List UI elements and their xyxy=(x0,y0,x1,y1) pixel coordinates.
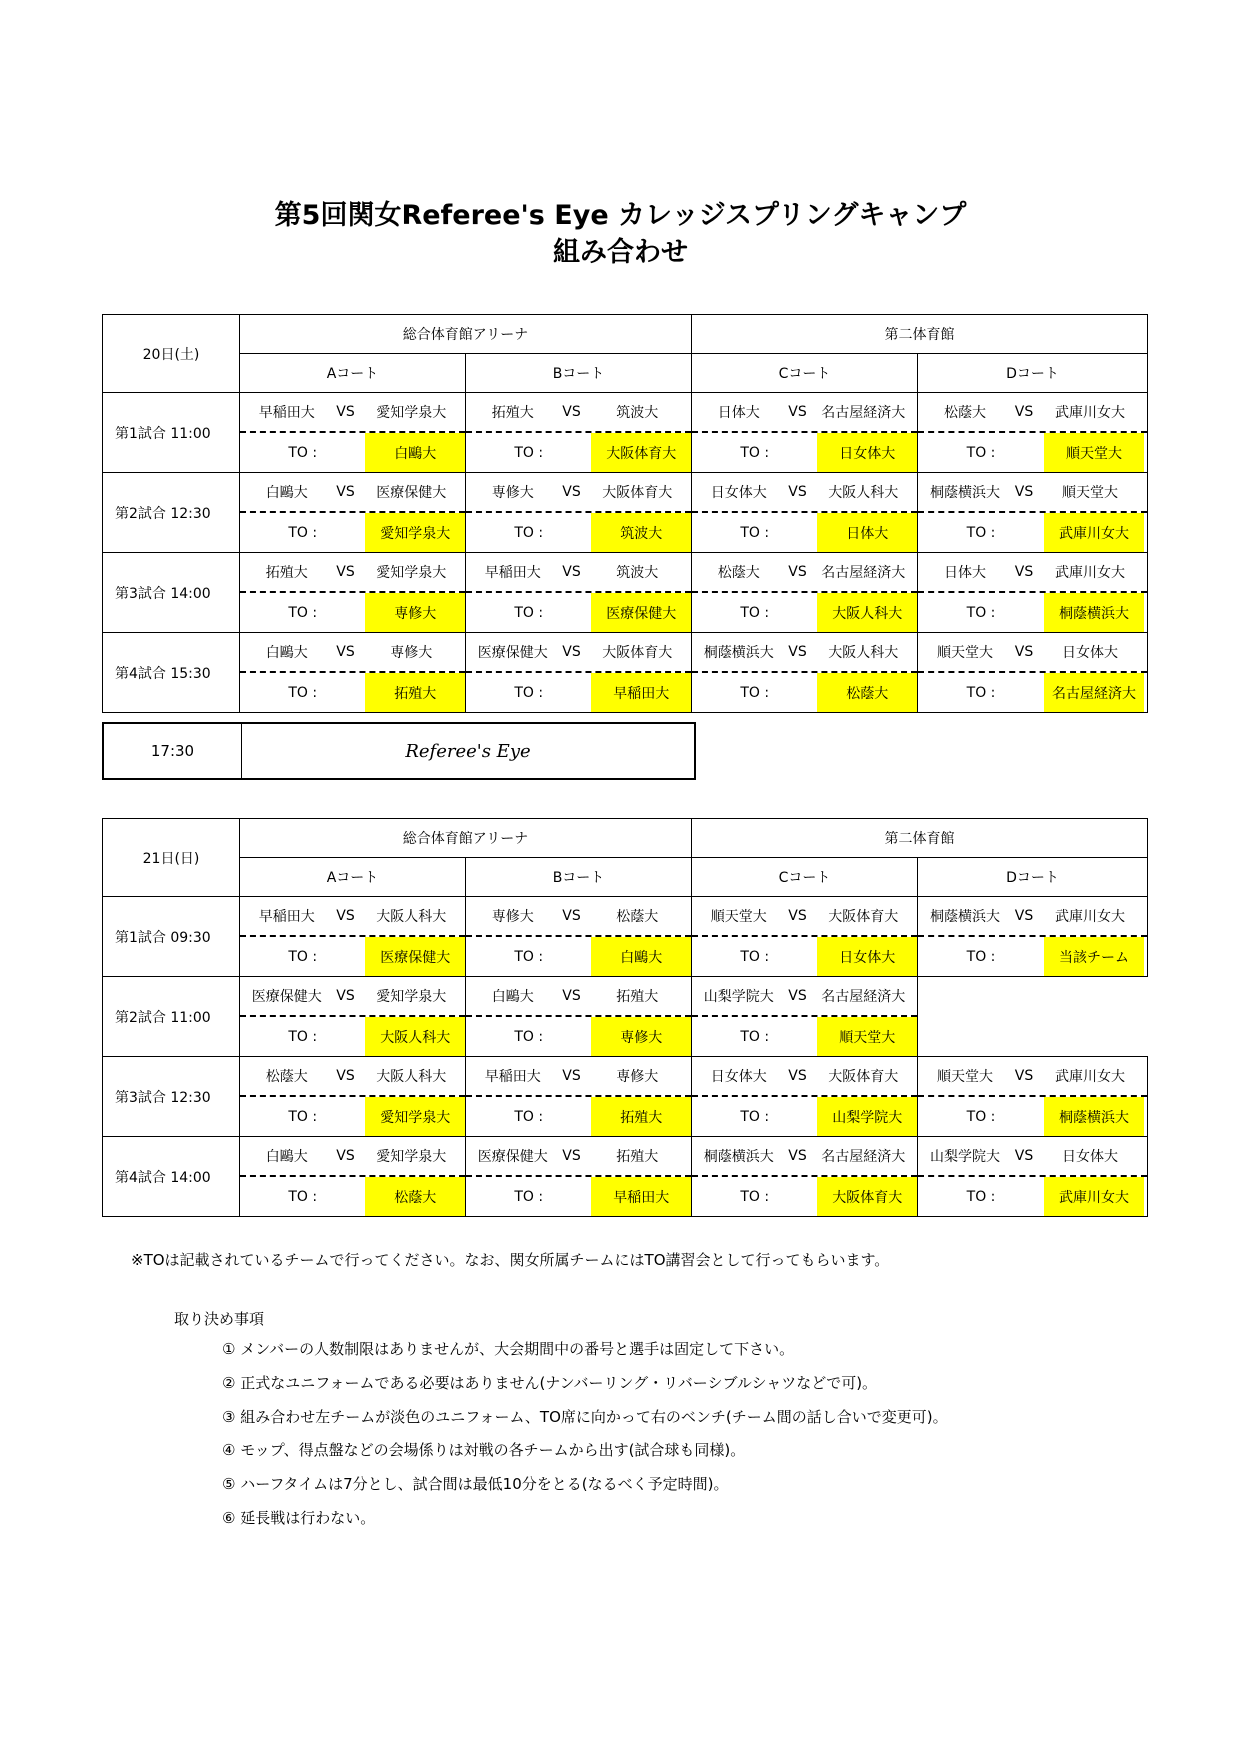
matchup xyxy=(918,1137,1147,1177)
to-assignment xyxy=(466,1017,691,1056)
team-left: 日体大 xyxy=(717,405,760,421)
matchup xyxy=(918,393,1147,433)
match-cell xyxy=(240,633,466,713)
match-cell xyxy=(240,393,466,473)
rule-item: ④ モップ、得点盤などの会場係りは対戦の各チームから出す(試合球も同様)。 xyxy=(222,1441,746,1460)
to-label: TO : xyxy=(288,444,318,461)
matchup xyxy=(466,473,691,513)
match-row xyxy=(103,1057,1148,1137)
matchup xyxy=(692,393,917,433)
match-row xyxy=(103,553,1148,633)
to-assignment xyxy=(240,513,465,552)
vs-label: VS xyxy=(336,564,355,580)
matchup xyxy=(466,977,691,1017)
to-team: 松蔭大 xyxy=(365,1177,465,1216)
team-left: 白鷗大 xyxy=(265,485,308,501)
to-assignment xyxy=(466,673,691,712)
matchup xyxy=(240,553,465,593)
to-assignment xyxy=(692,593,917,632)
vs-label: VS xyxy=(788,908,807,924)
match-cell xyxy=(918,553,1148,633)
rules-list xyxy=(222,1338,948,1541)
team-right: 武庫川女大 xyxy=(1055,1069,1126,1085)
match-cell xyxy=(240,473,466,553)
to-assignment xyxy=(918,673,1147,712)
to-assignment xyxy=(692,937,917,976)
matchup xyxy=(466,393,691,433)
to-label: TO : xyxy=(740,1188,770,1205)
to-assignment xyxy=(240,673,465,712)
team-right: 愛知学泉大 xyxy=(376,405,447,421)
to-assignment xyxy=(466,937,691,976)
team-left: 拓殖大 xyxy=(491,405,534,421)
venue-header: 第二体育館 xyxy=(692,819,1148,858)
vs-label: VS xyxy=(1014,644,1034,660)
to-team: 医療保健大 xyxy=(365,937,465,976)
to-assignment xyxy=(692,433,917,472)
vs-label: VS xyxy=(788,1148,807,1164)
to-label: TO : xyxy=(740,684,770,701)
vs-label: VS xyxy=(562,1068,581,1084)
team-left: 早稲田大 xyxy=(484,1069,541,1085)
matchup xyxy=(692,1057,917,1097)
team-right: 筑波大 xyxy=(616,405,659,421)
matchup xyxy=(240,1057,465,1097)
to-team: 愛知学泉大 xyxy=(365,1097,465,1136)
team-left: 桐蔭横浜大 xyxy=(703,1149,774,1165)
team-right: 大阪人科大 xyxy=(376,1069,447,1085)
to-team: 順天堂大 xyxy=(1044,433,1144,472)
to-label: TO : xyxy=(740,1028,770,1045)
match-cell xyxy=(240,553,466,633)
vs-label: VS xyxy=(1014,404,1034,420)
vs-label: VS xyxy=(788,564,807,580)
rule-item: ① メンバーの人数制限はありませんが、大会期間中の番号と選手は固定して下さい。 xyxy=(222,1340,795,1358)
team-left: 順天堂大 xyxy=(937,1069,994,1085)
team-left: 松蔭大 xyxy=(717,565,760,581)
team-right: 大阪体育大 xyxy=(828,909,899,925)
match-cell xyxy=(466,1057,692,1137)
match-cell xyxy=(466,553,692,633)
team-right: 拓殖大 xyxy=(616,1149,659,1165)
matchup xyxy=(918,553,1147,593)
matchup xyxy=(240,1137,465,1177)
court-header: Cコート xyxy=(692,858,918,897)
team-left: 白鷗大 xyxy=(491,989,534,1005)
to-team: 白鷗大 xyxy=(591,937,691,976)
team-left: 順天堂大 xyxy=(937,645,994,661)
to-assignment xyxy=(918,513,1147,552)
to-label: TO : xyxy=(288,524,318,541)
team-right: 大阪体育大 xyxy=(602,485,673,501)
to-label: TO : xyxy=(514,1188,544,1205)
to-team: 早稲田大 xyxy=(591,673,691,712)
match-cell xyxy=(466,393,692,473)
team-right: 日女体大 xyxy=(1062,645,1119,661)
to-note: ※TOは記載されているチームで行ってください。なお、関女所属チームにはTO講習会として行ってもらいます。 xyxy=(131,1251,890,1269)
match-row xyxy=(103,393,1148,473)
matchup xyxy=(240,473,465,513)
matchup xyxy=(692,977,917,1017)
matchup xyxy=(918,633,1147,673)
matchup xyxy=(466,1137,691,1177)
matchup xyxy=(240,633,465,673)
team-right: 日女体大 xyxy=(1062,1149,1119,1165)
to-team: 白鷗大 xyxy=(365,433,465,472)
match-cell xyxy=(466,633,692,713)
match-label: 第2試合 11:00 xyxy=(103,977,240,1057)
vs-label: VS xyxy=(336,988,355,1004)
to-assignment xyxy=(692,673,917,712)
match-row xyxy=(103,633,1148,713)
match-cell xyxy=(692,1057,918,1137)
page-subtitle: 組み合わせ xyxy=(553,237,688,268)
vs-label: VS xyxy=(562,1148,581,1164)
match-cell xyxy=(918,1057,1148,1137)
match-cell xyxy=(918,1137,1148,1217)
to-team: 日女体大 xyxy=(817,937,917,976)
team-right: 大阪人科大 xyxy=(828,645,899,661)
vs-label: VS xyxy=(1014,564,1034,580)
referee-eye-box xyxy=(102,722,696,780)
day-label: 21日(日) xyxy=(103,819,240,897)
to-assignment xyxy=(240,1097,465,1136)
to-assignment xyxy=(466,1097,691,1136)
match-cell xyxy=(240,1137,466,1217)
to-assignment xyxy=(692,1097,917,1136)
to-team: 日体大 xyxy=(817,513,917,552)
match-cell xyxy=(466,977,692,1057)
court-header: Dコート xyxy=(918,354,1148,393)
matchup xyxy=(692,633,917,673)
vs-label: VS xyxy=(562,484,581,500)
team-left: 山梨学院大 xyxy=(703,989,774,1005)
team-right: 大阪体育大 xyxy=(602,645,673,661)
matchup xyxy=(466,633,691,673)
venue-header: 総合体育館アリーナ xyxy=(240,315,692,354)
matchup xyxy=(692,473,917,513)
court-header: Dコート xyxy=(918,858,1148,897)
team-left: 医療保健大 xyxy=(477,1149,548,1165)
to-label: TO : xyxy=(740,444,770,461)
team-left: 拓殖大 xyxy=(265,565,308,581)
vs-label: VS xyxy=(562,564,581,580)
to-team: 桐蔭横浜大 xyxy=(1044,593,1144,632)
matchup xyxy=(918,897,1147,937)
match-label: 第4試合 15:30 xyxy=(103,633,240,713)
vs-label: VS xyxy=(1014,1068,1034,1084)
vs-label: VS xyxy=(336,644,355,660)
matchup xyxy=(240,977,465,1017)
to-assignment xyxy=(466,1177,691,1216)
team-right: 名古屋経済大 xyxy=(821,989,906,1005)
team-left: 専修大 xyxy=(491,485,534,501)
match-cell xyxy=(692,473,918,553)
to-label: TO : xyxy=(966,1188,996,1205)
to-team: 早稲田大 xyxy=(591,1177,691,1216)
matchup xyxy=(918,473,1147,513)
to-assignment xyxy=(918,593,1147,632)
match-row xyxy=(103,977,1148,1057)
team-right: 医療保健大 xyxy=(376,485,447,501)
court-header: Cコート xyxy=(692,354,918,393)
match-cell xyxy=(692,633,918,713)
team-left: 順天堂大 xyxy=(710,909,767,925)
team-left: 医療保健大 xyxy=(477,645,548,661)
to-assignment xyxy=(918,937,1147,976)
match-cell xyxy=(918,633,1148,713)
to-label: TO : xyxy=(740,524,770,541)
team-right: 愛知学泉大 xyxy=(376,989,447,1005)
to-assignment xyxy=(466,593,691,632)
vs-label: VS xyxy=(336,1148,355,1164)
team-right: 愛知学泉大 xyxy=(376,1149,447,1165)
match-cell xyxy=(692,393,918,473)
schedule-table-day1 xyxy=(102,314,1148,713)
vs-label: VS xyxy=(336,484,355,500)
to-team: 専修大 xyxy=(591,1017,691,1056)
team-left: 日体大 xyxy=(944,565,987,581)
match-label: 第4試合 14:00 xyxy=(103,1137,240,1217)
to-team: 桐蔭横浜大 xyxy=(1044,1097,1144,1136)
vs-label: VS xyxy=(562,644,581,660)
match-cell xyxy=(692,977,918,1057)
team-right: 大阪人科大 xyxy=(376,909,447,925)
vs-label: VS xyxy=(562,404,581,420)
team-right: 名古屋経済大 xyxy=(821,565,906,581)
team-left: 桐蔭横浜大 xyxy=(703,645,774,661)
to-label: TO : xyxy=(514,1028,544,1045)
vs-label: VS xyxy=(336,908,355,924)
team-left: 桐蔭横浜大 xyxy=(930,485,1001,501)
to-team: 山梨学院大 xyxy=(817,1097,917,1136)
to-assignment xyxy=(466,433,691,472)
to-assignment xyxy=(692,1177,917,1216)
vs-label: VS xyxy=(562,988,581,1004)
matchup xyxy=(918,1057,1147,1097)
team-left: 専修大 xyxy=(491,909,534,925)
court-header: Bコート xyxy=(466,858,692,897)
to-label: TO : xyxy=(966,684,996,701)
to-label: TO : xyxy=(966,444,996,461)
vs-label: VS xyxy=(1014,908,1034,924)
match-cell xyxy=(240,897,466,977)
match-label: 第1試合 09:30 xyxy=(103,897,240,977)
team-left: 松蔭大 xyxy=(944,405,987,421)
team-left: 山梨学院大 xyxy=(930,1149,1001,1165)
team-right: 大阪体育大 xyxy=(828,1069,899,1085)
to-team: 大阪体育大 xyxy=(591,433,691,472)
team-left: 日女体大 xyxy=(710,1069,767,1085)
to-assignment xyxy=(240,1177,465,1216)
to-label: TO : xyxy=(514,444,544,461)
to-assignment xyxy=(692,513,917,552)
to-label: TO : xyxy=(966,948,996,965)
to-assignment xyxy=(918,1097,1147,1136)
match-cell xyxy=(692,897,918,977)
to-team: 医療保健大 xyxy=(591,593,691,632)
to-label: TO : xyxy=(288,604,318,621)
to-team: 拓殖大 xyxy=(365,673,465,712)
match-cell xyxy=(466,897,692,977)
matchup xyxy=(466,1057,691,1097)
to-label: TO : xyxy=(288,1108,318,1125)
match-cell xyxy=(692,553,918,633)
team-right: 大阪人科大 xyxy=(828,485,899,501)
team-right: 順天堂大 xyxy=(1062,485,1119,501)
to-assignment xyxy=(240,1017,465,1056)
to-team: 拓殖大 xyxy=(591,1097,691,1136)
referee-eye-time: 17:30 xyxy=(104,724,242,778)
to-assignment xyxy=(240,937,465,976)
match-cell xyxy=(240,1057,466,1137)
team-right: 専修大 xyxy=(390,645,433,661)
matchup xyxy=(692,897,917,937)
vs-label: VS xyxy=(1014,484,1034,500)
team-left: 松蔭大 xyxy=(265,1069,308,1085)
team-right: 専修大 xyxy=(616,1069,659,1085)
match-cell xyxy=(918,393,1148,473)
match-cell xyxy=(466,473,692,553)
vs-label: VS xyxy=(788,1068,807,1084)
vs-label: VS xyxy=(1014,1148,1034,1164)
to-label: TO : xyxy=(514,524,544,541)
to-team: 名古屋経済大 xyxy=(1044,673,1144,712)
to-assignment xyxy=(692,1017,917,1056)
to-team: 筑波大 xyxy=(591,513,691,552)
team-right: 愛知学泉大 xyxy=(376,565,447,581)
match-cell xyxy=(918,897,1148,977)
team-left: 早稲田大 xyxy=(258,909,315,925)
court-header: Aコート xyxy=(240,858,466,897)
to-team: 松蔭大 xyxy=(817,673,917,712)
team-right: 筑波大 xyxy=(616,565,659,581)
to-label: TO : xyxy=(740,604,770,621)
match-row xyxy=(103,1137,1148,1217)
team-left: 医療保健大 xyxy=(251,989,322,1005)
vs-label: VS xyxy=(788,988,807,1004)
team-right: 名古屋経済大 xyxy=(821,1149,906,1165)
team-left: 日女体大 xyxy=(710,485,767,501)
vs-label: VS xyxy=(788,644,807,660)
match-cell xyxy=(918,473,1148,553)
to-label: TO : xyxy=(514,1108,544,1125)
court-header: Aコート xyxy=(240,354,466,393)
to-assignment xyxy=(918,433,1147,472)
venue-header: 総合体育館アリーナ xyxy=(240,819,692,858)
team-left: 早稲田大 xyxy=(484,565,541,581)
page-title: 第5回関女Referee's Eye カレッジスプリングキャンプ xyxy=(274,200,967,231)
team-right: 武庫川女大 xyxy=(1055,909,1126,925)
match-row xyxy=(103,473,1148,553)
to-team: 日女体大 xyxy=(817,433,917,472)
vs-label: VS xyxy=(788,484,807,500)
team-left: 桐蔭横浜大 xyxy=(930,909,1001,925)
to-label: TO : xyxy=(966,1108,996,1125)
to-label: TO : xyxy=(740,1108,770,1125)
to-team: 専修大 xyxy=(365,593,465,632)
matchup xyxy=(240,393,465,433)
match-row xyxy=(103,897,1148,977)
matchup xyxy=(466,897,691,937)
matchup xyxy=(692,553,917,593)
team-right: 拓殖大 xyxy=(616,989,659,1005)
match-label: 第2試合 12:30 xyxy=(103,473,240,553)
team-left: 白鷗大 xyxy=(265,1149,308,1165)
schedule-table-day2 xyxy=(102,818,1148,1217)
rules-title: 取り決め事項 xyxy=(174,1310,265,1328)
to-label: TO : xyxy=(288,948,318,965)
vs-label: VS xyxy=(562,908,581,924)
team-right: 松蔭大 xyxy=(616,909,659,925)
to-label: TO : xyxy=(288,1028,318,1045)
match-cell xyxy=(240,977,466,1057)
rule-item: ⑤ ハーフタイムは7分とし、試合間は最低10分をとる(なるべく予定時間)。 xyxy=(222,1475,729,1494)
to-team: 大阪人科大 xyxy=(817,593,917,632)
vs-label: VS xyxy=(336,404,355,420)
match-cell xyxy=(466,1137,692,1217)
to-team: 武庫川女大 xyxy=(1044,1177,1144,1216)
vs-label: VS xyxy=(336,1068,355,1084)
match-label: 第1試合 11:00 xyxy=(103,393,240,473)
to-label: TO : xyxy=(966,604,996,621)
to-assignment xyxy=(240,593,465,632)
match-label: 第3試合 14:00 xyxy=(103,553,240,633)
team-right: 武庫川女大 xyxy=(1055,565,1126,581)
matchup xyxy=(692,1137,917,1177)
referee-eye-name: Referee's Eye xyxy=(405,740,531,762)
to-team: 武庫川女大 xyxy=(1044,513,1144,552)
team-right: 名古屋経済大 xyxy=(821,405,906,421)
to-label: TO : xyxy=(288,1188,318,1205)
to-label: TO : xyxy=(966,524,996,541)
venue-header: 第二体育館 xyxy=(692,315,1148,354)
to-assignment xyxy=(240,433,465,472)
to-label: TO : xyxy=(288,684,318,701)
match-label: 第3試合 12:30 xyxy=(103,1057,240,1137)
to-team: 愛知学泉大 xyxy=(365,513,465,552)
to-team: 順天堂大 xyxy=(817,1017,917,1056)
to-team: 大阪体育大 xyxy=(817,1177,917,1216)
to-assignment xyxy=(918,1177,1147,1216)
match-cell xyxy=(918,977,1148,1057)
team-right: 武庫川女大 xyxy=(1055,405,1126,421)
vs-label: VS xyxy=(788,404,807,420)
matchup xyxy=(466,553,691,593)
match-cell xyxy=(692,1137,918,1217)
to-label: TO : xyxy=(514,684,544,701)
rule-item: ② 正式なユニフォームである必要はありません(ナンバーリング・リバーシブルシャツなどで可)。 xyxy=(222,1373,878,1392)
to-assignment xyxy=(466,513,691,552)
to-label: TO : xyxy=(514,604,544,621)
to-team: 大阪人科大 xyxy=(365,1017,465,1056)
team-left: 白鷗大 xyxy=(265,645,308,661)
to-team: 当該チーム xyxy=(1044,937,1144,976)
court-header: Bコート xyxy=(466,354,692,393)
to-label: TO : xyxy=(514,948,544,965)
matchup xyxy=(240,897,465,937)
day-label: 20日(土) xyxy=(103,315,240,393)
to-label: TO : xyxy=(740,948,770,965)
rule-item: ③ 組み合わせ左チームが淡色のユニフォーム、TO席に向かって右のベンチ(チーム間の話し合いで変更可)。 xyxy=(222,1407,948,1426)
rule-item: ⑥ 延長戦は行わない。 xyxy=(222,1508,376,1527)
team-left: 早稲田大 xyxy=(258,405,315,421)
